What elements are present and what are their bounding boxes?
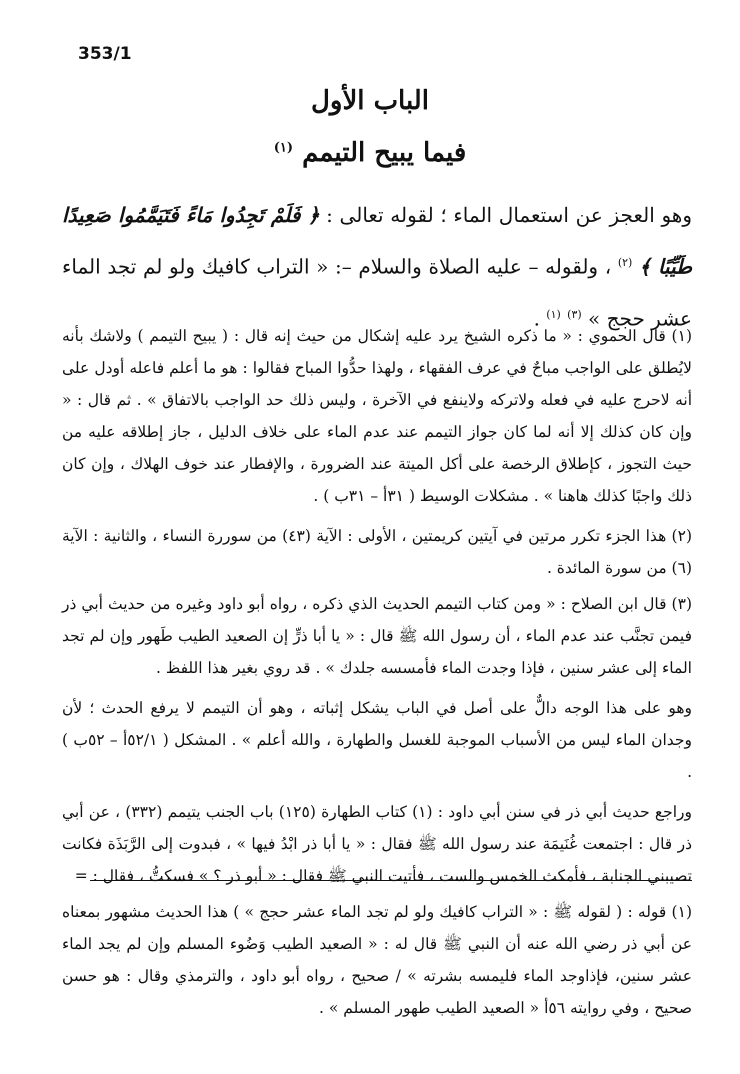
footnote-ref-3: (٣) [567,307,582,321]
footnote-section [62,896,692,1024]
footnote-text: (١) قوله : ( لقوله ﷺ : « التراب كافيك ولو لم تجد الماء عشر حجج » ) هذا الحديث مشهور بمعناه عن أبي ذر رضي الله عنه أن النبي ﷺ قال له : « الصعيد الطيب وَضُوء المسلم وإن لم يجد الماء عشر سنين، فإذاوجد الماء فليمسه بشرته » / صحيح ، رواه أبو داود ، والترمذي وقال : هو حسن صحيح ، وفي روايته ٥٦أ « الصعيد الطيب طهور المسلم » . [62,903,692,1017]
hadith-text: ، ولقوله – عليه الصلاة والسلام –: « التراب كافيك ولو لم تجد الماء عشر حجج » [62,254,692,331]
note-3-continuation: وهو على هذا الوجه دالٌّ على أصل في الباب يشكل إثباته ، وهو أن التيمم لا يرفع الحدث ؛ لأن وجدان الماء ليس من الأسباب الموجبة للغسل والطهارة ، والله أعلم » . المشكل ( ٥٢/١أ – ٥٢ب ) . [62,699,692,781]
quran-verse: ﴿ فَلَمْ تَجِدُوا مَاءً فَتَيَمَّمُوا صَعِيدًا طَيِّبًا ﴾ [62,203,693,279]
footnote-ref-1: (١) [546,307,561,321]
main-end: . [533,306,540,331]
page-number: 353/1 [78,44,132,64]
note-2: (٢) هذا الجزء تكرر مرتين في آيتين كريمتين ، الأولى : الآية (٤٣) من سوررة النساء ، والثانية : الآية (٦) من سورة المائدة . [62,527,692,577]
main-intro-text: وهو العجز عن استعمال الماء ؛ لقوله تعالى : [326,203,692,227]
note-3-continuation-2: وراجع حديث أبي ذر في سنن أبي داود : (١) كتاب الطهارة (١٢٥) باب الجنب يتيمم (٣٣٢) ، عن أبي ذر قال : اجتمعت غُنَيمَة عند رسول الله ﷺ فقال : « يا أبا ذر ابْدُ فيها » ، فبدوت إلى الرَّبَذَة فكانت تصيبني الجنابة ، فأمكث الخمس والست ، فأتيت النبي ﷺ فقال : « أبو ذر ؟ » فسكتُّ ، فقال : = [62,803,693,885]
footnote-ref-2: (٢) [617,256,633,269]
note-3: (٣) قال ابن الصلاح : « ومن كتاب التيمم الحديث الذي ذكره ، رواه أبو داود وغيره من حديث أبي ذر فيمن تجنَّب عند عدم الماء ، أن رسول الله ﷺ قال : « يا أبا ذرٍّ إن الصعيد الطيب طَهور وإن لم تجد الماء إلى عشر سنين ، فإذا وجدت الماء فأمسسه جلدك » . قد روي بغير هذا اللفظ . [62,595,692,677]
note-1: (١) قال الحموي : « ما ذكره الشيخ يرد عليه إشكال من حيث إنه قال : ( يبيح التيمم ) ولاشك بأنه لايُطلق على الواجب مباحٌ في عرف الفقهاء ، ولهذا حدُّوا المباح فقالوا : هو ما أعلم فاعله أودل على أنه لاحرج عليه في فعله ولاتركه ولاينفع في الآخرة ، وليس ذلك حد الواجب بالاتفاق » . ثم قال : « وإن كان كذلك إلا أنه لما كان جواز التيمم عند عدم الماء على خلاف الدليل ، جاز إطلاقه عليه من حيث التجوز ، كإطلاق الرخصة على أكل الميتة عند الضرورة ، والإفطار عند خوف الهلاك ، وإن كان ذلك واجبًا كذلك هاهنا » . مشكلات الوسيط ( ٣١أ – ٣١ب ) . [62,327,692,505]
chapter-title: الباب الأول [311,86,429,116]
section-title [0,138,740,168]
footnote-divider [90,880,692,881]
section-title-text: فيما يبيح التيمم [302,138,467,168]
section-title-ref: (١) [273,140,293,156]
notes-section [62,320,692,900]
